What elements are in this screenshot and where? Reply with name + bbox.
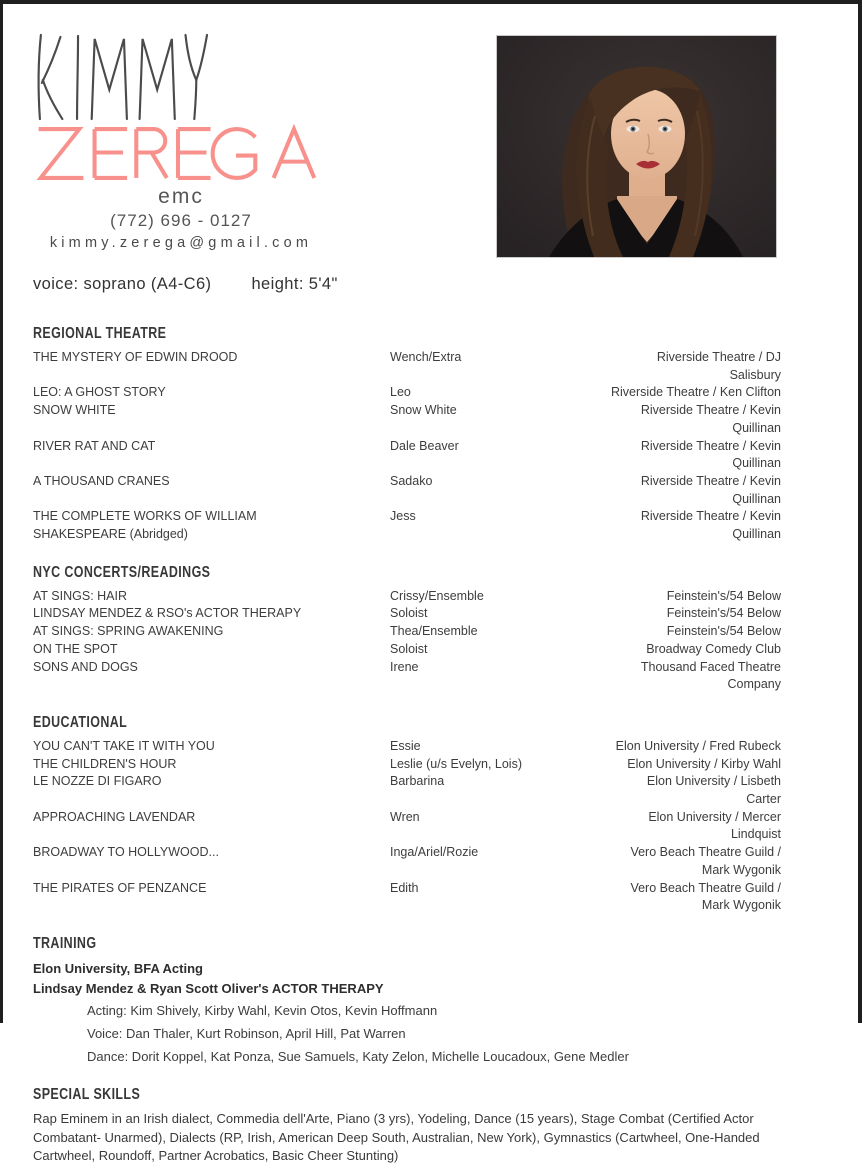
show-title: SONS AND DOGS (33, 659, 138, 674)
height-stat: height: 5'4" (251, 275, 338, 293)
role: Leo (390, 385, 411, 400)
training-acting: Acting: Kim Shively, Kirby Wahl, Kevin Otos, Kevin Hoffmann (87, 1002, 438, 1018)
section-special-skills (33, 1085, 781, 1166)
credit-row (33, 588, 781, 606)
venue-director: Riverside Theatre / Ken Clifton (611, 385, 781, 400)
role: Soloist (390, 606, 428, 621)
show-title: THE MYSTERY OF EDWIN DROOD (33, 350, 238, 364)
role: Barbarina (390, 774, 445, 789)
show-title: YOU CAN'T TAKE IT WITH YOU (33, 738, 215, 753)
role: Thea/Ensemble (390, 624, 478, 639)
venue-director: Thousand Faced Theatre Company (640, 659, 781, 692)
first-name-logo (36, 34, 208, 120)
headshot-photo (496, 35, 777, 258)
section-title: TRAINING (33, 934, 97, 952)
role: Sadako (390, 473, 433, 488)
venue-director: Riverside Theatre / Kevin Quillinan (640, 438, 781, 471)
email-address[interactable]: kimmy.zerega@gmail.com (49, 235, 313, 251)
credit-row (33, 844, 781, 879)
show-title: BROADWAY TO HOLLYWOOD... (33, 845, 219, 860)
venue-director: Vero Beach Theatre Guild / Mark Wygonik (630, 880, 781, 913)
voice-range: voice: soprano (A4-C6) (33, 275, 212, 293)
special-skills-text: Rap Eminem in an Irish dialect, Commedia dell'Arte, Piano (3 yrs), Yodeling, Dance (15 years), Stage Combat (Certified Actor Combatant- Unarmed), Dialects (RP, Irish, American Deep South, Australian, New York), Gymnastics (Cartwheel, One-Handed Cartwheel, Roundoff, Partner Acrobatics, Basic Cheer Stunting) (33, 1110, 760, 1164)
training-dance: Dance: Dorit Koppel, Kat Ponza, Sue Samuels, Katy Zelon, Michelle Loucadoux, Gene Medler (87, 1048, 629, 1064)
venue-director: Riverside Theatre / DJ Salisbury (656, 350, 781, 382)
credit-row (33, 508, 781, 543)
venue-director: Feinstein's/54 Below (666, 588, 781, 603)
resume-body (33, 324, 781, 1166)
header (35, 34, 327, 251)
show-title: APPROACHING LAVENDAR (33, 809, 196, 824)
show-title: THE PIRATES OF PENZANCE (33, 880, 207, 895)
show-title: LINDSAY MENDEZ & RSO's ACTOR THERAPY (33, 606, 302, 621)
credit-row (33, 605, 781, 623)
role: Wench/Extra (390, 350, 462, 364)
role: Snow White (390, 403, 457, 418)
show-title: AT SINGS: HAIR (33, 588, 128, 603)
phone-number: (772) 696 - 0127 (110, 211, 252, 230)
show-title: ON THE SPOT (33, 641, 118, 656)
role: Dale Beaver (390, 438, 459, 453)
role: Soloist (390, 641, 428, 656)
credit-row (33, 473, 781, 508)
role: Leslie (u/s Evelyn, Lois) (390, 756, 523, 771)
role: Edith (390, 880, 419, 895)
section-title: REGIONAL THEATRE (33, 325, 167, 342)
show-title: THE CHILDREN'S HOUR (33, 756, 177, 771)
show-title: LE NOZZE DI FIGARO (33, 774, 162, 789)
venue-director: Vero Beach Theatre Guild / Mark Wygonik (630, 845, 781, 877)
credit-row (33, 349, 781, 384)
role: Jess (390, 509, 416, 524)
credit-row (33, 738, 781, 756)
credit-row (33, 623, 781, 641)
credit-row (33, 773, 781, 808)
section-nyc-concerts (33, 563, 781, 694)
union-status: emc (158, 185, 204, 208)
credit-row (33, 756, 781, 774)
show-title: A THOUSAND CRANES (33, 473, 170, 488)
section-regional-theatre (33, 324, 781, 544)
credit-row (33, 641, 781, 659)
section-title: EDUCATIONAL (33, 713, 128, 731)
role: Inga/Ariel/Rozie (390, 845, 479, 860)
section-educational (33, 713, 781, 915)
section-title: NYC CONCERTS/READINGS (33, 563, 211, 581)
training-voice: Voice: Dan Thaler, Kurt Robinson, April Hill, Pat Warren (87, 1025, 406, 1041)
credit-row (33, 659, 781, 694)
venue-director: Elon University / Lisbeth Carter (646, 774, 781, 807)
section-training (33, 934, 781, 1066)
show-title: RIVER RAT AND CAT (33, 438, 156, 453)
role: Irene (390, 659, 419, 674)
show-title: LEO: A GHOST STORY (33, 385, 166, 400)
show-title: SNOW WHITE (33, 403, 116, 418)
venue-director: Feinstein's/54 Below (666, 606, 781, 621)
venue-director: Riverside Theatre / Kevin Quillinan (640, 473, 781, 506)
venue-director: Elon University / Mercer Lindquist (648, 809, 781, 842)
role: Essie (390, 738, 421, 753)
training-institution: Lindsay Mendez & Ryan Scott Oliver's ACTOR THERAPY (33, 981, 384, 997)
stats-line (33, 275, 338, 294)
credit-row (33, 438, 781, 473)
section-title: SPECIAL SKILLS (33, 1085, 141, 1103)
credit-row (33, 809, 781, 844)
last-name-logo (35, 124, 323, 183)
show-title: AT SINGS: SPRING AWAKENING (33, 624, 224, 639)
show-title: THE COMPLETE WORKS OF WILLIAM SHAKESPEARE (Abridged) (33, 509, 257, 542)
role: Crissy/Ensemble (390, 588, 484, 603)
venue-director: Feinstein's/54 Below (666, 624, 781, 639)
venue-director: Elon University / Kirby Wahl (627, 756, 781, 771)
credit-row (33, 384, 781, 402)
venue-director: Riverside Theatre / Kevin Quillinan (640, 509, 781, 542)
training-institution: Elon University, BFA Acting (33, 960, 203, 976)
venue-director: Broadway Comedy Club (646, 641, 781, 656)
credit-row (33, 880, 781, 915)
venue-director: Elon University / Fred Rubeck (615, 738, 781, 753)
credit-row (33, 402, 781, 437)
venue-director: Riverside Theatre / Kevin Quillinan (640, 403, 781, 435)
role: Wren (390, 809, 420, 824)
